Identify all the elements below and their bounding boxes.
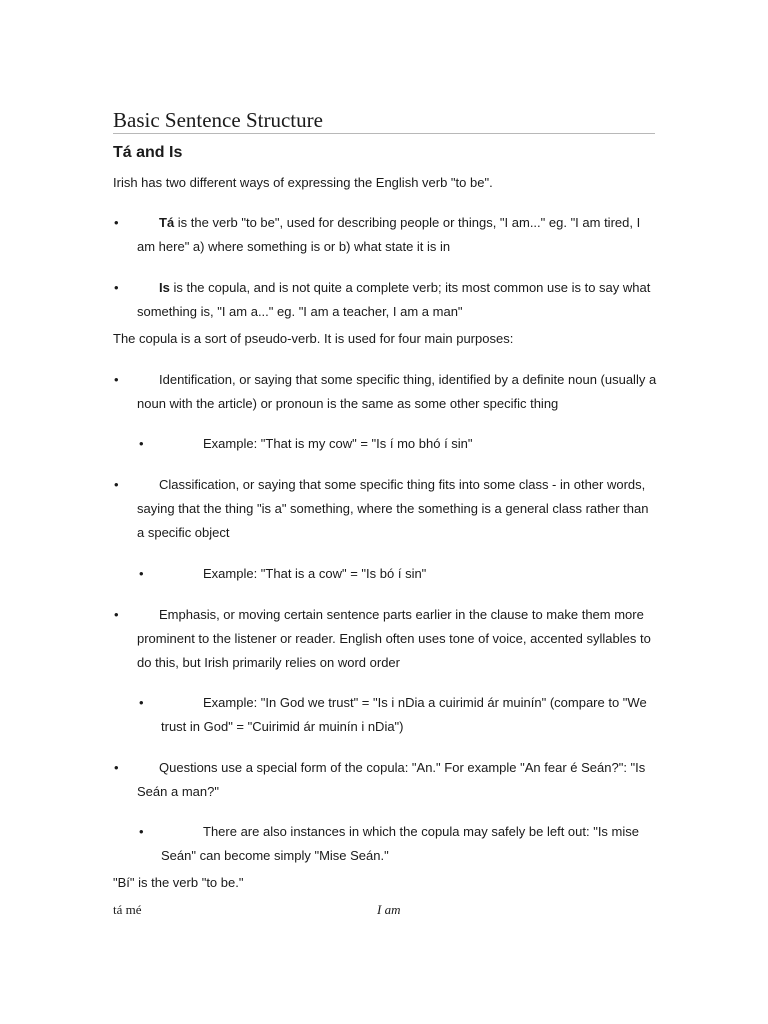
list-item-text	[114, 276, 659, 324]
list-item	[114, 276, 659, 324]
list-item-text: Classification, or saying that some specific thing fits into some class - in other words, saying that the thing "is a" something, where the something is a general class rather than a specific object	[137, 477, 649, 540]
list-item-text: Emphasis, or moving certain sentence parts earlier in the clause to make them more prominent to the listener or reader. English often uses tone of voice, accented syllables to do this, but Irish primarily relies on word order	[137, 607, 651, 670]
bullet-icon: •	[139, 824, 144, 839]
bullet-icon: •	[114, 280, 119, 295]
example-text: Example: "In God we trust" = "Is i nDia a cuirimid ár muinín" (compare to "We trust in God" = "Cuirimid ár muinín i nDia")	[161, 695, 647, 734]
sub-list-item	[139, 432, 659, 456]
example-text: Example: "That is a cow" = "Is bó í sin"	[203, 566, 427, 581]
verb-table-irish: tá mé	[113, 902, 142, 917]
list-item	[114, 756, 659, 804]
sub-list-item	[139, 691, 659, 739]
page-title: Basic Sentence Structure	[113, 108, 655, 134]
list-item	[114, 603, 659, 675]
copula-intro-paragraph: The copula is a sort of pseudo-verb. It is used for four main purposes:	[113, 331, 514, 346]
bullet-icon: •	[114, 607, 119, 622]
example-text: There are also instances in which the copula may safely be left out: "Is mise Seán" can become simply "Mise Seán."	[161, 824, 639, 863]
term-ta: Tá	[159, 215, 175, 230]
term-is: Is	[159, 280, 170, 295]
bullet-icon: •	[114, 760, 119, 775]
sub-list-item	[139, 820, 659, 868]
verb-table-english: I am	[377, 902, 401, 917]
list-item-text	[114, 211, 659, 259]
list-item	[114, 368, 659, 416]
example-text: Example: "That is my cow" = "Is í mo bhó í sin"	[203, 436, 473, 451]
bullet-icon: •	[114, 215, 119, 230]
bi-paragraph: "Bí" is the verb "to be."	[113, 875, 244, 890]
bullet-icon: •	[139, 436, 144, 451]
term-ta-definition: is the verb "to be", used for describing people or things, "I am..." eg. "I am tired, I am here" a) where something is or b) what state it is in	[137, 215, 641, 254]
section-heading: Tá and Is	[113, 144, 183, 161]
bullet-icon: •	[139, 566, 144, 581]
bullet-icon: •	[114, 477, 119, 492]
intro-paragraph: Irish has two different ways of expressing the English verb "to be".	[113, 175, 493, 190]
list-item	[114, 211, 659, 259]
list-item	[114, 473, 659, 545]
bullet-icon: •	[139, 695, 144, 710]
bullet-icon: •	[114, 372, 119, 387]
list-item-text: Questions use a special form of the copula: "An." For example "An fear é Seán?": "Is Seán a man?"	[137, 760, 646, 799]
sub-list-item	[139, 562, 659, 586]
term-is-definition: is the copula, and is not quite a complete verb; its most common use is to say what something is, "I am a..." eg. "I am a teacher, I am a man"	[137, 280, 651, 319]
list-item-text: Identification, or saying that some specific thing, identified by a definite noun (usually a noun with the article) or pronoun is the same as some other specific thing	[137, 372, 657, 411]
